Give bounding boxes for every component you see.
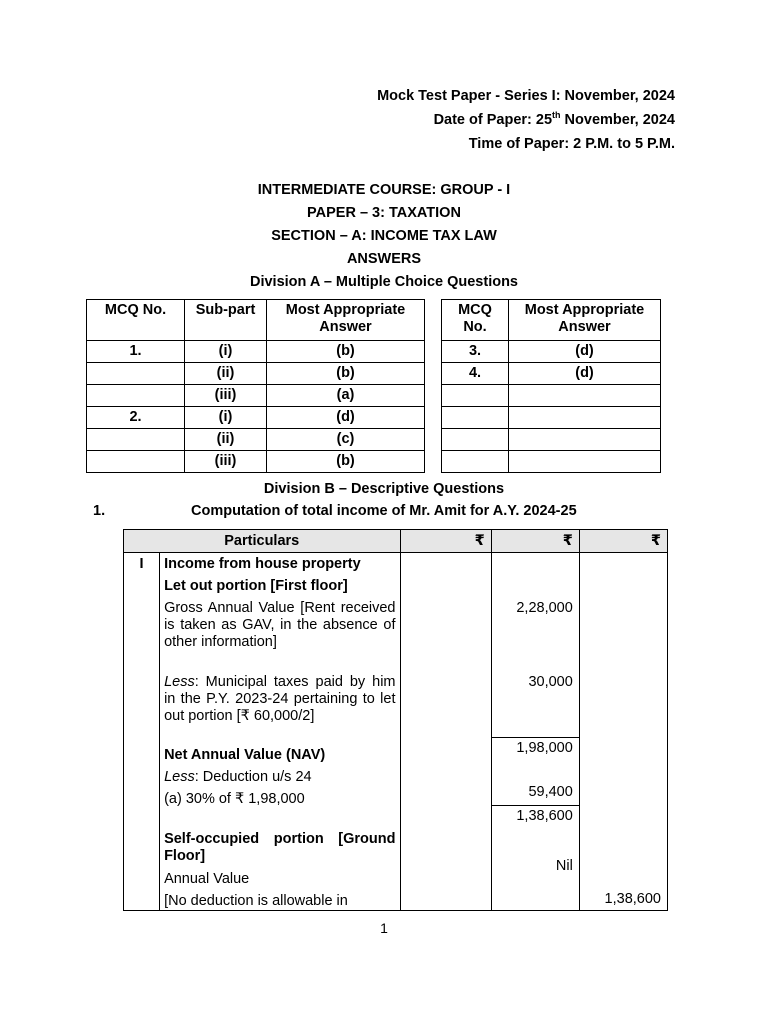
- col-rupee-2: ₹: [491, 530, 579, 553]
- col3-cell: 1,38,600: [579, 553, 667, 911]
- col-sub-part: Sub-part: [185, 300, 267, 341]
- table-row: 2. (i) (d): [87, 407, 425, 429]
- table-row: (ii) (b): [87, 363, 425, 385]
- col2-cell: 2,28,000 30,000 1,98,000 59,400 1,38,600 Nil: [491, 553, 579, 911]
- table-row: [442, 407, 661, 429]
- table-row: 4. (d): [442, 363, 661, 385]
- question-number: 1.: [93, 503, 106, 519]
- table-row: [442, 385, 661, 407]
- table-row: (ii) (c): [87, 429, 425, 451]
- course-title: INTERMEDIATE COURSE: GROUP - I: [257, 182, 511, 198]
- col-rupee-1: ₹: [400, 530, 491, 553]
- table-row: 1. (i) (b): [87, 341, 425, 363]
- division-a-title: Division A – Multiple Choice Questions: [249, 274, 519, 290]
- paper-series: Mock Test Paper - Series I: November, 2024: [377, 88, 675, 104]
- row-label: I: [124, 553, 160, 911]
- mcq-table-left: [86, 299, 425, 473]
- col1-cell: [400, 553, 491, 911]
- col-mcq-no: MCQ No.: [442, 300, 509, 341]
- table-row: [442, 429, 661, 451]
- col-particulars: Particulars: [124, 530, 401, 553]
- col-rupee-3: ₹: [579, 530, 667, 553]
- table-row: (iii) (a): [87, 385, 425, 407]
- answers-title: ANSWERS: [346, 251, 422, 267]
- table-row: [442, 451, 661, 473]
- paper-title: PAPER – 3: TAXATION: [307, 205, 461, 221]
- col-answer: Most Appropriate Answer: [509, 300, 661, 341]
- table-row: (iii) (b): [87, 451, 425, 473]
- question-title: Computation of total income of Mr. Amit for A.Y. 2024-25: [191, 503, 577, 519]
- page-number: 1: [380, 920, 388, 936]
- col-mcq-no: MCQ No.: [87, 300, 185, 341]
- mcq-table-right: [441, 299, 661, 473]
- paper-date: Date of Paper: 25th November, 2024: [433, 110, 675, 128]
- computation-table: [123, 529, 668, 911]
- col-answer: Most Appropriate Answer: [267, 300, 425, 341]
- paper-time: Time of Paper: 2 P.M. to 5 P.M.: [468, 136, 675, 152]
- division-b-title: Division B – Descriptive Questions: [263, 481, 505, 497]
- table-row: 3. (d): [442, 341, 661, 363]
- section-title: SECTION – A: INCOME TAX LAW: [271, 228, 497, 244]
- particulars-cell: Income from house property Let out portion [First floor] Gross Annual Value [Rent received is taken as GAV, in the absence of other information] Less: Municipal taxes paid by him in the P.Y. 2023-24 pertaining to let out portion [₹ 60,000/2] Net Annual Value (NAV) Less: Deduction u/s 24 (a) 30% of ₹ 1,98,000 Self-occupied portion [Ground Floor] Annual Value [No deduction is allowable in: [160, 553, 400, 911]
